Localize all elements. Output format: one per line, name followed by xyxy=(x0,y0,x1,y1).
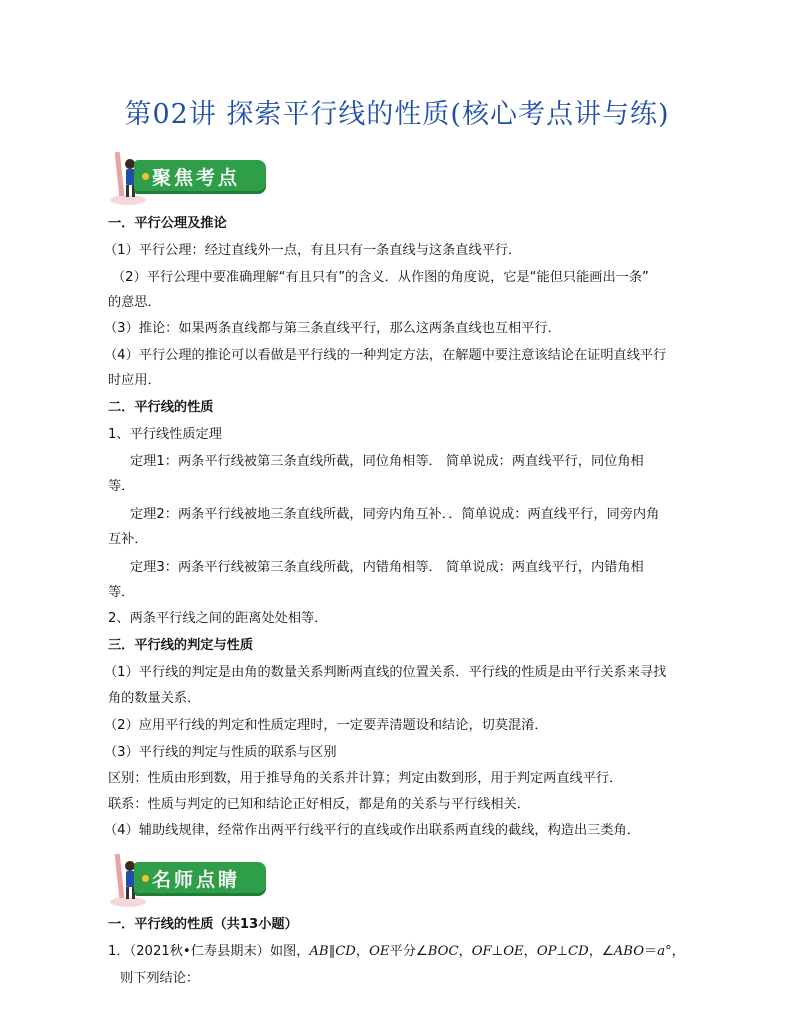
parallel-symbol: ∥ xyxy=(328,944,336,959)
paragraph: 定理3：两条平行线被第三条直线所截，内错角相等． 简单说成：两直线平行，内错角相 xyxy=(130,560,644,575)
math-var: OP xyxy=(536,944,557,959)
math-var: ABO xyxy=(613,944,645,959)
paragraph: 2、两条平行线之间的距离处处相等． xyxy=(108,611,328,626)
math-var: OF xyxy=(471,944,492,959)
math-var: OE xyxy=(503,944,524,959)
text: ， xyxy=(523,944,537,959)
paragraph: 互补． xyxy=(108,532,148,547)
paragraph: （4）平行公理的推论可以看做是平行线的一种判定方法，在解题中要注意该结论在证明直线平行 xyxy=(104,348,667,363)
paragraph: （3）平行线的判定与性质的联系与区别 xyxy=(104,745,337,760)
math-var: BOC xyxy=(427,944,459,959)
paragraph: 定理2：两条平行线被地三条直线所截，同旁内角互补．．简单说成：两直线平行，同旁内角 xyxy=(130,507,660,522)
section-heading: 一．平行线的性质（共13小题） xyxy=(108,917,298,932)
paragraph: 角的数量关系． xyxy=(108,691,201,706)
banner-dot xyxy=(142,173,149,180)
text: 平分∠ xyxy=(389,944,428,959)
paragraph: 时应用． xyxy=(108,373,161,388)
math-var: OE xyxy=(369,944,390,959)
question-source: （2021秋•仁寿县期末）如图， xyxy=(129,944,310,959)
math-var: CD xyxy=(568,944,589,959)
paragraph: 联系：性质与判定的已知和结论正好相反，都是角的关系与平行线相关． xyxy=(108,797,530,812)
paragraph: （2）平行公理中要准确理解“有且只有”的含义．从作图的角度说，它是“能但只能画出一条” xyxy=(112,270,649,285)
perpendicular-symbol: ⊥ xyxy=(556,944,569,959)
paragraph: 区别：性质由形到数，用于推导角的关系并计算；判定由数到形，用于判定两直线平行． xyxy=(108,771,623,786)
paragraph: （1）平行公理：经过直线外一点，有且只有一条直线与这条直线平行． xyxy=(104,243,522,258)
paragraph: 1、平行线性质定理 xyxy=(108,427,222,442)
degree-sign: ° xyxy=(665,944,672,959)
text: ， xyxy=(355,944,370,959)
question-1-line-1 xyxy=(108,939,685,965)
math-var: CD xyxy=(335,944,356,959)
banner-dot xyxy=(142,875,149,882)
equals-sign: ＝ xyxy=(644,944,658,959)
perpendicular-symbol: ⊥ xyxy=(491,944,504,959)
math-var: a xyxy=(657,944,666,959)
paragraph: 定理1：两条平行线被第三条直线所截，同位角相等． 简单说成：两直线平行，同位角相 xyxy=(130,454,644,469)
banner-label: 名师点睛 xyxy=(152,869,241,891)
text: ， xyxy=(671,944,685,959)
paragraph: 的意思． xyxy=(108,295,161,310)
paragraph: 等． xyxy=(108,585,135,600)
paragraph: （3）推论：如果两条直线都与第三条直线平行，那么这两条直线也互相平行． xyxy=(104,321,561,336)
banner-teacher-tips xyxy=(108,852,268,908)
text: ， xyxy=(458,944,472,959)
banner-focus-points xyxy=(108,150,268,206)
math-var: AB xyxy=(309,944,329,959)
question-number: 1． xyxy=(108,944,130,959)
section-heading: 二．平行线的性质 xyxy=(108,400,214,415)
text: ，∠ xyxy=(588,944,614,959)
section-heading: 三．平行线的判定与性质 xyxy=(108,638,254,653)
page-title: 第02讲 探索平行线的性质(核心考点讲与练) xyxy=(124,99,670,130)
section-heading: 一．平行公理及推论 xyxy=(108,216,227,231)
banner-label: 聚焦考点 xyxy=(152,167,241,189)
paragraph: （4）辅助线规律，经常作出两平行线平行的直线或作出联系两直线的截线，构造出三类角． xyxy=(104,823,640,838)
question-1-line-2: 则下列结论： xyxy=(120,971,200,986)
paragraph: （1）平行线的判定是由角的数量关系判断两直线的位置关系．平行线的性质是由平行关系来寻找 xyxy=(104,665,667,680)
paragraph: （2）应用平行线的判定和性质定理时，一定要弄清题设和结论，切莫混淆． xyxy=(104,718,548,733)
paragraph: 等． xyxy=(108,479,135,494)
